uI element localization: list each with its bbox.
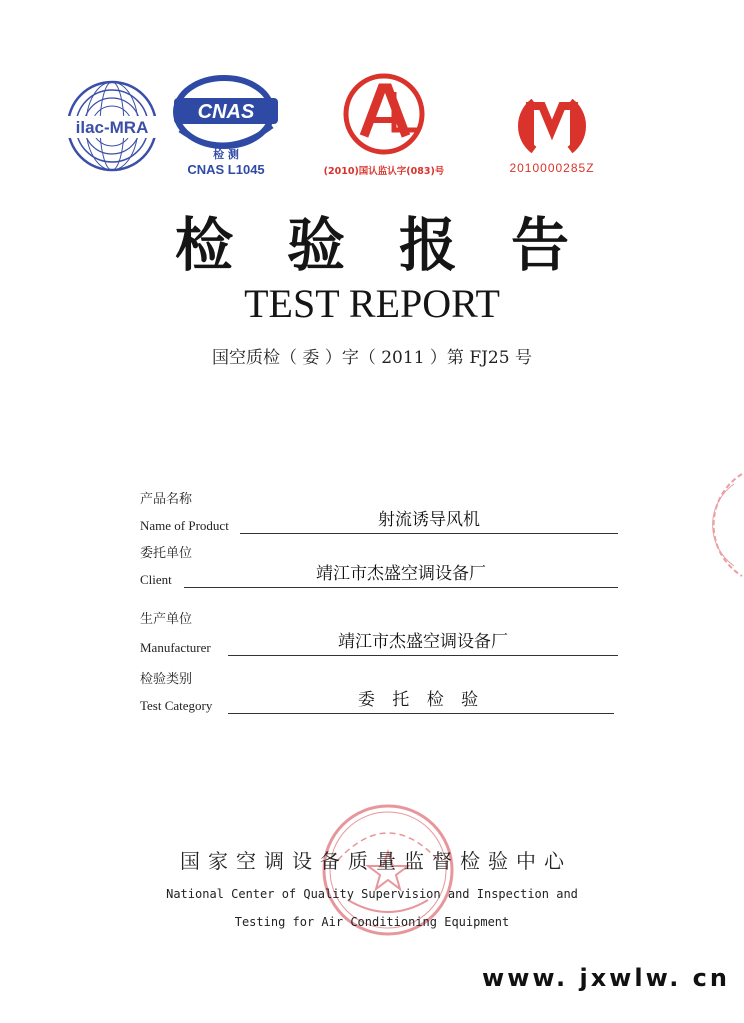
field-label-en-client: Client [140, 572, 172, 587]
field-label-cn-product: 产品名称 [140, 492, 193, 507]
cnas-logo-text: CNAS [197, 101, 255, 123]
issuing-center-en-line1: National Center of Quality Supervision and Inspection and [166, 887, 578, 901]
report-number: 国空质检（ 委 ）字（ 2011 ）第 FJ25 号 [212, 348, 532, 368]
report-title-cn: 检验报告 [174, 211, 623, 279]
field-value-manufacturer: 靖江市杰盛空调设备厂 [338, 632, 508, 652]
cma-caption: 2010000285Z [509, 161, 595, 175]
field-label-en-manufacturer: Manufacturer [140, 640, 211, 655]
field-value-category: 委 托 检 验 [357, 690, 485, 710]
website-watermark: www. jxwlw. cn [482, 964, 730, 992]
cma-logo [494, 88, 610, 178]
ilac-logo-text: ilac-MRA [75, 118, 149, 137]
field-value-client: 靖江市杰盛空调设备厂 [316, 564, 486, 584]
cnas-caption-cn: 检 测 [213, 148, 239, 161]
issuing-center-cn: 国家空调设备质量监督检验中心 [180, 849, 572, 873]
cnas-logo [168, 70, 284, 180]
side-seal-stamp [704, 470, 744, 580]
cnas-caption-code: CNAS L1045 [187, 162, 265, 177]
field-label-en-product: Name of Product [140, 518, 229, 533]
field-row-manufacturer [140, 634, 618, 658]
cal-logo [318, 70, 450, 180]
field-label-cn-category: 检验类别 [140, 672, 193, 687]
ilac-mra-logo [64, 78, 160, 174]
issuing-center-en-line2: Testing for Air Conditioning Equipment [234, 915, 510, 929]
field-row-client [140, 566, 618, 590]
field-value-product: 射流诱导风机 [378, 510, 480, 530]
cal-caption: (2010)国认监认字(083)号 [323, 166, 445, 177]
field-row-product [140, 512, 618, 536]
field-label-cn-client: 委托单位 [140, 546, 193, 561]
field-label-en-category: Test Category [140, 698, 213, 713]
field-label-cn-manufacturer: 生产单位 [140, 612, 193, 627]
field-row-category [140, 692, 618, 716]
report-title-en: TEST REPORT [244, 281, 500, 326]
